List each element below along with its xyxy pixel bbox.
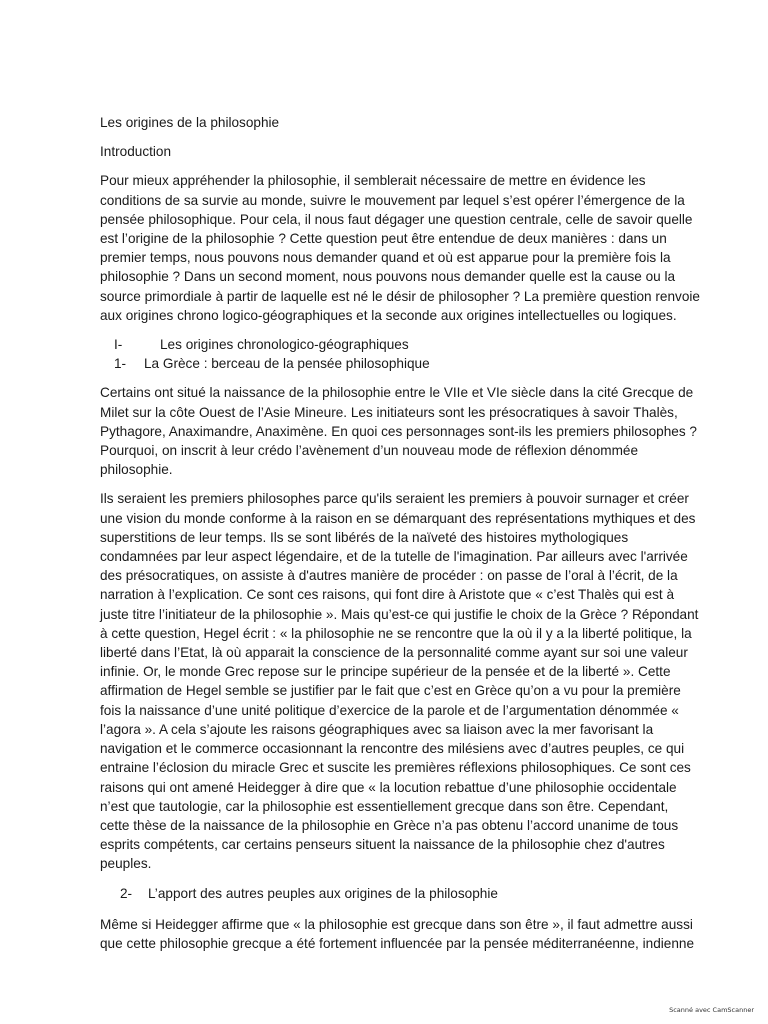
scanner-watermark: Scanné avec CamScanner [669, 1006, 754, 1014]
subsection-heading-1 [100, 354, 700, 373]
document-page [100, 113, 700, 963]
subsection-number: 1- [114, 356, 127, 372]
subsection-number: 2- [120, 885, 133, 901]
paragraph-3: Ils seraient les premiers philosophes parce qu'ils seraient les premiers à pouvoir surnager et créer une vision du monde conforme à la raison en se démarquant des représentations mythiques et des superstitions de leur temps. Ils se sont libérés de la naïveté des histoires mythologiques condamnées par leur aspect légendaire, et de la tutelle de l'imagination. Par ailleurs avec l'arrivée des présocratiques, on assiste à d'autres manière de procéder : on passe de l’oral à l’écrit, de la narration à l’explication. Ce sont ces raisons, qui font dire à Aristote que « c’est Thalès qui est à juste titre l’initiateur de la philosophie ». Mais qu’est-ce qui justifie le choix de la Grèce ? Répondant à cette question, Hegel écrit : « la philosophie ne se rencontre que la où il y a la liberté politique, la liberté dans l’Etat, là où apparait la conscience de la personnalité comme ayant sur soi une valeur infinie. Or, le monde Grec repose sur le principe supérieur de la pensée et de la liberté ». Cette affirmation de Hegel semble se justifier par le fait que c’est en Grèce qu’on a vu pour la première fois la naissance d’une unité politique d’exercice de la parole et de l’argumentation dénommée « l’agora ». A cela s’ajoute les raisons géographiques avec sa liaison avec la mer favorisant la navigation et le commerce occasionnant la rencontre des milésiens avec d’autres peuples, ce qui entraine l’éclosion du miracle Grec et suscite les premières réflexions philosophiques. Ce sont ces raisons qui ont amené Heidegger à dire que « la locution rebattue d’une philosophie occidentale n’est que tautologie, car la philosophie est essentiellement grecque dans son être. Cependant, cette thèse de la naissance de la philosophie en Grèce n’a pas obtenu l’accord unanime de tous esprits compétents, car certains penseurs situent la naissance de la philosophie chez d'autres peuples. [100, 491, 699, 872]
paragraph-4: Même si Heidegger affirme que « la philosophie est grecque dans son être », il faut admettre aussi que cette philosophie grecque a été fortement influencée par la pensée méditerranéenne, indienne [100, 916, 695, 951]
section-heading-1 [100, 335, 700, 354]
subsection-heading-2 [100, 884, 700, 903]
section-number: I- [114, 337, 123, 353]
paragraph-2: Certains ont situé la naissance de la philosophie entre le VIIe et VIe siècle dans la cité Grecque de Milet sur la côte Ouest de l’Asie Mineure. Les initiateurs sont les présocratiques à savoir Thalès, Pythagore, Anaximandre, Anaximène. En quoi ces personnages sont-ils les premiers philosophes ? Pourquoi, on inscrit à leur crédo l’avènement d’un nouveau mode de réflexion dénommée philosophie. [100, 385, 697, 478]
intro-paragraph: Pour mieux appréhender la philosophie, il semblerait nécessaire de mettre en évidence les conditions de sa survie au monde, suivre le mouvement par lequel s’est opérer l’émergence de la pensée philosophique. Pour cela, il nous faut dégager une question centrale, celle de savoir quelle est l’origine de la philosophie ? Cette question peut être entendue de deux manières : dans un premier temps, nous pouvons nous demander quand et où est apparue pour la première fois la philosophie ? Dans un second moment, nous pouvons nous demander quelle est la cause ou la source primordiale à partir de laquelle est né le désir de philosopher ? La première question renvoie aux origines chrono logico-géographiques et la seconde aux origines intellectuelles ou logiques. [100, 173, 700, 323]
subsection-title: La Grèce : berceau de la pensée philosophique [144, 356, 430, 372]
intro-heading: Introduction [100, 144, 172, 160]
subsection-title: L’apport des autres peuples aux origines de la philosophie [148, 885, 498, 901]
document-title: Les origines de la philosophie [100, 115, 280, 130]
section-title: Les origines chronologico-géographiques [160, 337, 409, 353]
